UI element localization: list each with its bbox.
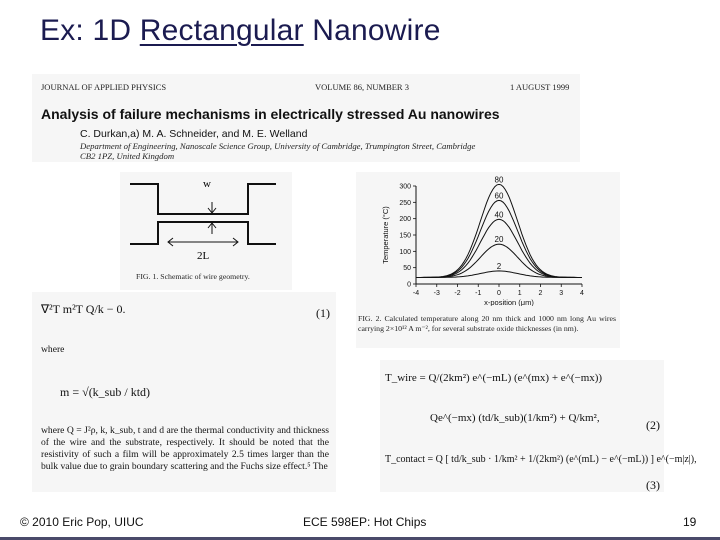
chart-series-label: 40 xyxy=(494,210,504,220)
fig2-caption: FIG. 2. Calculated temperature along 20 nm thick and 1000 nm long Au wires carrying 2×10¹² A m⁻², for several substrate oxide thicknesses (in nm). xyxy=(358,314,616,333)
chart-y-tick-label: 0 xyxy=(407,281,411,289)
footer-course: ECE 598EP: Hot Chips xyxy=(303,515,427,529)
equation-m: m = √(k_sub / ktd) xyxy=(60,385,151,399)
chart-y-tick-label: 100 xyxy=(399,248,411,256)
fig1-caption: FIG. 1. Schematic of wire geometry. xyxy=(136,272,250,281)
paper-authors: C. Durkan,a) M. A. Schneider, and M. E. Welland xyxy=(80,128,308,140)
footer-copyright: © 2010 Eric Pop, UIUC xyxy=(20,515,144,529)
slide-title xyxy=(40,14,441,48)
chart-x-tick-label: 2 xyxy=(538,290,543,297)
fig1-label-2L: 2L xyxy=(197,250,210,262)
slide-title-prefix: Ex: 1D xyxy=(40,14,140,47)
equation-3: T_contact = Q [ td/k_sub · 1/km² + 1/(2km²) (e^(mL) − e^(−mL)) ] e^(−m|z|), xyxy=(385,454,697,465)
chart-x-tick-label: -4 xyxy=(412,290,420,297)
slide-title-suffix: Nanowire xyxy=(303,14,441,47)
chart-x-tick-label: 1 xyxy=(517,290,522,297)
journal-date: 1 AUGUST 1999 xyxy=(510,82,570,92)
equation-1: ∇²T m²T Q/k − 0. xyxy=(41,302,126,316)
paper-affiliation: Department of Engineering, Nanoscale Science Group, University of Cambridge, Trumpington Street, Cambridge CB2 1PZ, United Kingdom xyxy=(80,141,476,161)
equation-2-number: (2) xyxy=(646,418,660,432)
slide-title-underlined: Rectangular xyxy=(139,14,304,47)
chart-series-label: 2 xyxy=(496,261,502,271)
equation-2-line1: T_wire = Q/(2km²) e^(−mL) (e^(mx) + e^(−mx)) xyxy=(385,372,603,384)
chart-x-tick-label: -2 xyxy=(454,290,461,297)
chart-x-tick-label: -3 xyxy=(433,290,440,297)
chart-series-label: 60 xyxy=(494,191,504,201)
paper-body-text: where Q = J²ρ, k, k_sub, t and d are the thermal conductivity and thickness of the wire and the substrate, respectively. It should be noted that the resistivity of such a film will be approximately 2.5 times larger than the bulk value due to grain boundary scattering and the Fuchs size effect.⁵ The xyxy=(41,425,329,472)
chart-y-tick-label: 150 xyxy=(399,232,411,240)
chart-x-tick-label: -1 xyxy=(475,290,482,297)
chart-series-label: 80 xyxy=(494,176,504,185)
chart-y-tick-label: 200 xyxy=(399,216,411,224)
fig2-temperature-chart xyxy=(378,176,590,306)
chart-y-tick-label: 250 xyxy=(399,199,411,207)
chart-series-label: 20 xyxy=(494,235,504,245)
journal-volume: VOLUME 86, NUMBER 3 xyxy=(315,82,409,92)
paper-title: Analysis of failure mechanisms in electrically stressed Au nanowires xyxy=(41,106,500,122)
chart-y-tick-label: 50 xyxy=(403,265,411,273)
chart-x-tick-label: 4 xyxy=(580,290,584,297)
equation-1-number: (1) xyxy=(316,306,330,320)
equation-2-line2: Qe^(−mx) (td/k_sub)(1/km²) + Q/km², xyxy=(430,412,600,424)
page-number: 19 xyxy=(683,515,697,529)
journal-name: JOURNAL OF APPLIED PHYSICS xyxy=(41,82,167,92)
chart-y-tick-label: 300 xyxy=(399,183,411,191)
equation-3-number: (3) xyxy=(646,478,660,492)
chart-x-tick-label: 0 xyxy=(497,290,501,297)
fig1-label-w: w xyxy=(203,178,211,190)
where-label: where xyxy=(41,344,65,355)
chart-x-tick-label: 3 xyxy=(559,290,564,297)
chart-series-line xyxy=(416,244,582,277)
chart-x-axis-label: x-position (μm) xyxy=(484,298,534,306)
chart-y-axis-label: Temperature (°C) xyxy=(381,206,390,264)
